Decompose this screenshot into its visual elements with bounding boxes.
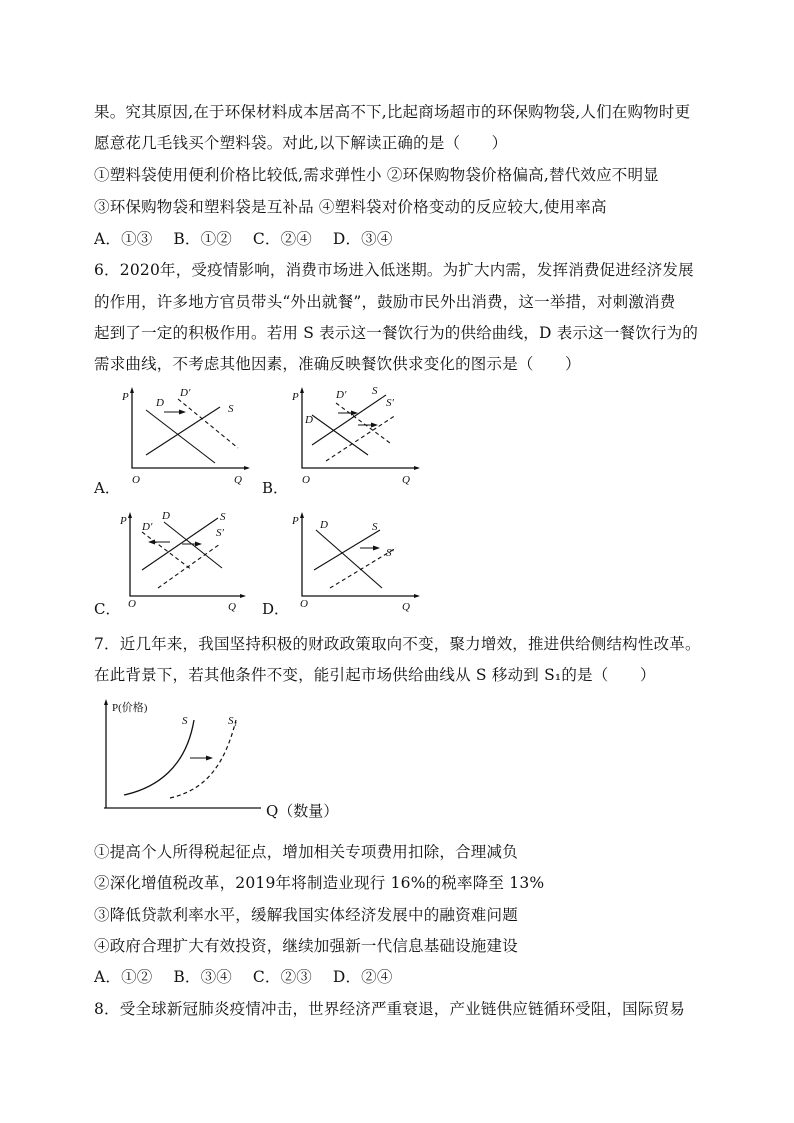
axis-q-quantity-label: Q（数量） [266,802,339,820]
axis-q-label: Q [228,601,236,613]
q6-figure-c [118,508,258,613]
q8-line-1: 8．受全球新冠肺炎疫情冲击，世界经济严重衰退，产业链供应链循环受阻，国际贸易 [94,1000,685,1018]
label-d: D [162,510,170,522]
axis-o-label: O [132,474,140,486]
label-s: S [228,403,234,415]
label-s: S [372,521,378,533]
axis-o-label: O [128,598,136,610]
q6-figure-b [290,385,430,490]
label-s1: S₁ [228,715,238,727]
axis-o-label: O [302,474,310,486]
supply-curve-s [312,395,386,445]
q7-item-2: ②深化增值税改革，2019年将制造业现行 16%的税率降至 13% [94,874,545,892]
supply-curve-s [142,518,218,570]
label-s: S [220,511,226,523]
q7-line-2: 在此背景下，若其他条件不变，能引起市场供给曲线从 S 移动到 S₁的是（ ） [94,666,656,684]
axis-q-label: Q [402,474,410,486]
q7-item-1: ①提高个人所得税起征点，增加相关专项费用扣除，合理减负 [94,843,518,861]
supply-curve-s [124,720,194,795]
q6-option-c: C． [94,600,121,618]
label-d: D [320,519,328,531]
demand-curve-d [316,530,382,588]
supply-curve-s [146,407,220,455]
q6-line-2: 的作用，许多地方官员带头“外出就餐”，鼓励市民外出消费，这一举措，对刺激消费 [94,293,676,311]
label-s: S [372,385,378,397]
q6-figure-a [120,385,260,490]
label-sprime: S′ [386,397,394,409]
q6-option-d: D． [262,600,290,618]
q6-line-4: 需求曲线，不考虑其他因素，准确反映餐饮供求变化的图示是（ ） [94,355,581,373]
q5-answers: A．①③ B．①② C．②④ D．③④ [94,230,393,248]
axis-p-label: P [292,515,299,527]
q6-line-1: 6．2020年，受疫情影响，消费市场进入低迷期。为扩大内需，发挥消费促进经济发展 [94,261,694,279]
demand-curve-d [164,522,222,568]
axis-p-label: P [120,515,127,527]
label-d: D [305,414,313,426]
label-sprime: S′ [216,527,224,539]
axis-q-label: Q [402,601,410,613]
q7-line-1: 7．近几年来，我国坚持积极的财政政策取向不变，聚力增效，推进供给侧结构性改革。 [94,635,701,653]
q6-line-3: 起到了一定的积极作用。若用 S 表示这一餐饮行为的供给曲线，D 表示这一餐饮行为的 [94,324,699,342]
q6-figure-d [290,508,430,613]
label-d: D [156,397,164,409]
q6-option-a: A． [94,479,120,497]
q5-option-line-1: ①塑料袋使用便利价格比较低,需求弹性小 ②环保购物袋价格偏高,替代效应不明显 [94,166,659,184]
label-sprime: S′ [386,547,394,559]
axis-p-price-label: P(价格) [112,702,148,714]
q5-line-2: 愿意花几毛钱买个塑料袋。对此,以下解读正确的是（ ） [94,134,508,152]
axis-q-label: Q [234,474,242,486]
q7-supply-shift-figure [96,698,356,828]
axis-p-label: P [122,391,129,403]
label-dprime: D′ [336,389,347,401]
label-dprime: D′ [142,521,153,533]
q6-option-b: B． [262,479,289,497]
demand-curve-d [146,410,215,463]
axis-p-label: P [292,391,299,403]
axis-o-label: O [300,598,308,610]
q5-line-1: 果。究其原因,在于环保材料成本居高不下,比起商场超市的环保购物袋,人们在购物时更 [94,103,691,121]
q7-answers: A．①② B．③④ C．②③ D．②④ [94,968,393,986]
label-dprime: D′ [180,387,191,399]
q7-item-4: ④政府合理扩大有效投资，继续加强新一代信息基础设施建设 [94,937,518,955]
label-s: S [182,715,188,727]
q5-option-line-2: ③环保购物袋和塑料袋是互补品 ④塑料袋对价格变动的反应较大,使用率高 [94,198,607,216]
supply-curve-s [314,530,380,570]
q7-item-3: ③降低贷款利率水平，缓解我国实体经济发展中的融资难问题 [94,906,518,924]
